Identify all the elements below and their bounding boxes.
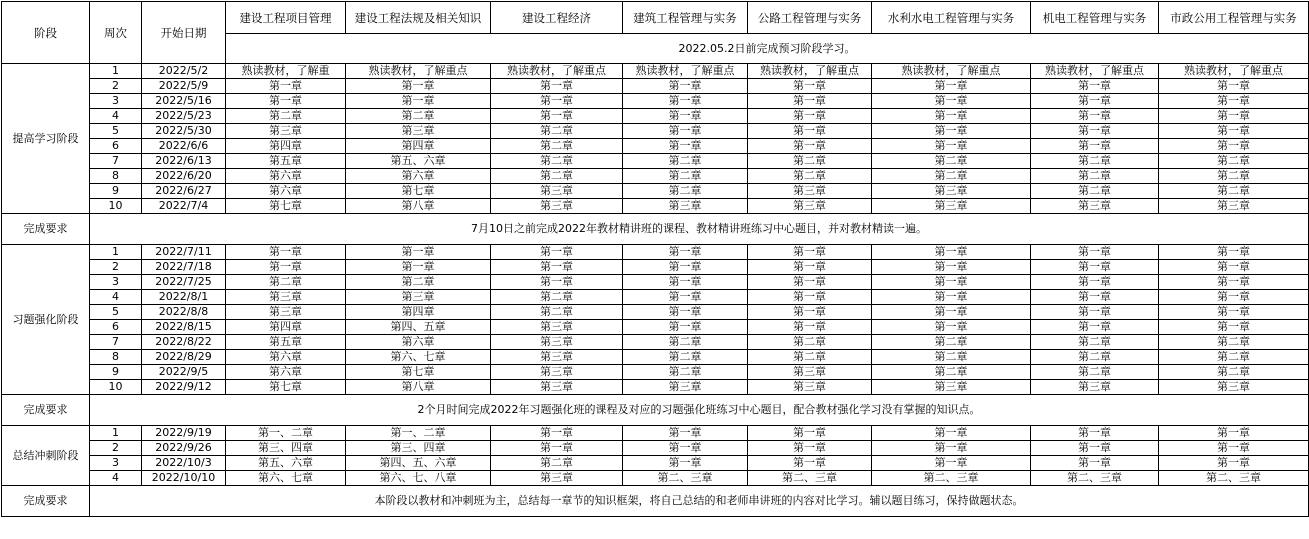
chapter-cell: 第一章 <box>623 260 748 275</box>
chapter-cell: 第一章 <box>1031 139 1159 154</box>
chapter-cell: 第六、七章 <box>226 471 346 486</box>
date-cell: 2022/5/16 <box>142 94 226 109</box>
week-cell: 3 <box>90 275 142 290</box>
chapter-cell: 第二章 <box>748 350 872 365</box>
chapter-cell: 第七章 <box>346 184 491 199</box>
chapter-cell: 第一章 <box>748 290 872 305</box>
chapter-cell: 熟读教材，了解重点 <box>491 64 623 79</box>
chapter-cell: 第一章 <box>748 441 872 456</box>
chapter-cell: 第一章 <box>748 260 872 275</box>
date-cell: 2022/6/13 <box>142 154 226 169</box>
chapter-cell: 第一章 <box>1159 260 1309 275</box>
chapter-cell: 第二章 <box>491 169 623 184</box>
table-row <box>2 79 1309 94</box>
chapter-cell: 第三章 <box>491 335 623 350</box>
chapter-cell: 第二章 <box>1031 350 1159 365</box>
chapter-cell: 第三章 <box>226 305 346 320</box>
table-row <box>2 335 1309 350</box>
chapter-cell: 第四章 <box>346 305 491 320</box>
chapter-cell: 第二章 <box>1159 154 1309 169</box>
header-subject: 公路工程管理与实务 <box>748 2 872 34</box>
chapter-cell: 第七章 <box>226 380 346 395</box>
week-cell: 1 <box>90 245 142 260</box>
header-row <box>2 2 1309 34</box>
chapter-cell: 第三章 <box>623 199 748 214</box>
requirement-row <box>2 395 1309 426</box>
chapter-cell: 第一章 <box>623 124 748 139</box>
chapter-cell: 第二章 <box>1031 184 1159 199</box>
week-cell: 4 <box>90 109 142 124</box>
date-cell: 2022/6/27 <box>142 184 226 199</box>
chapter-cell: 第一章 <box>872 275 1031 290</box>
chapter-cell: 第四、五章 <box>346 320 491 335</box>
chapter-cell: 第三章 <box>491 199 623 214</box>
chapter-cell: 第一章 <box>872 79 1031 94</box>
chapter-cell: 第五章 <box>226 335 346 350</box>
chapter-cell: 第一章 <box>226 79 346 94</box>
chapter-cell: 第六章 <box>226 169 346 184</box>
chapter-cell: 第二章 <box>1159 335 1309 350</box>
chapter-cell: 熟读教材，了解重点 <box>623 64 748 79</box>
header-subject: 建设工程经济 <box>491 2 623 34</box>
week-cell: 6 <box>90 320 142 335</box>
chapter-cell: 第二章 <box>346 109 491 124</box>
date-cell: 2022/8/8 <box>142 305 226 320</box>
chapter-cell: 第一章 <box>872 290 1031 305</box>
chapter-cell: 第一章 <box>1159 290 1309 305</box>
chapter-cell: 第三章 <box>491 320 623 335</box>
chapter-cell: 第一章 <box>623 441 748 456</box>
chapter-cell: 第二章 <box>872 154 1031 169</box>
table-row <box>2 260 1309 275</box>
chapter-cell: 第四、五、六章 <box>346 456 491 471</box>
chapter-cell: 第一章 <box>346 79 491 94</box>
requirement-row <box>2 486 1309 517</box>
chapter-cell: 第一、二章 <box>346 426 491 441</box>
chapter-cell: 第一章 <box>1159 79 1309 94</box>
table-row <box>2 139 1309 154</box>
chapter-cell: 熟读教材，了解重点 <box>748 64 872 79</box>
chapter-cell: 第一章 <box>623 320 748 335</box>
chapter-cell: 第一章 <box>872 426 1031 441</box>
chapter-cell: 第二章 <box>1031 169 1159 184</box>
chapter-cell: 第一章 <box>748 426 872 441</box>
chapter-cell: 第三章 <box>623 380 748 395</box>
chapter-cell: 第一章 <box>623 109 748 124</box>
date-cell: 2022/5/9 <box>142 79 226 94</box>
chapter-cell: 第三章 <box>872 199 1031 214</box>
week-cell: 4 <box>90 290 142 305</box>
week-cell: 6 <box>90 139 142 154</box>
chapter-cell: 第二章 <box>491 305 623 320</box>
chapter-cell: 第一章 <box>1031 456 1159 471</box>
table-row <box>2 365 1309 380</box>
chapter-cell: 第一章 <box>1031 320 1159 335</box>
chapter-cell: 第一章 <box>872 441 1031 456</box>
chapter-cell: 熟读教材，了解重点 <box>1031 64 1159 79</box>
chapter-cell: 第八章 <box>346 380 491 395</box>
chapter-cell: 第一章 <box>623 245 748 260</box>
chapter-cell: 第三章 <box>748 199 872 214</box>
date-cell: 2022/7/25 <box>142 275 226 290</box>
chapter-cell: 第一章 <box>872 456 1031 471</box>
date-cell: 2022/8/22 <box>142 335 226 350</box>
chapter-cell: 第一章 <box>1159 426 1309 441</box>
date-cell: 2022/8/15 <box>142 320 226 335</box>
chapter-cell: 第一章 <box>872 320 1031 335</box>
chapter-cell: 第一章 <box>226 245 346 260</box>
chapter-cell: 第一章 <box>872 109 1031 124</box>
chapter-cell: 第一章 <box>623 275 748 290</box>
date-cell: 2022/9/26 <box>142 441 226 456</box>
chapter-cell: 第一章 <box>623 305 748 320</box>
chapter-cell: 第一章 <box>623 79 748 94</box>
chapter-cell: 第一章 <box>491 426 623 441</box>
chapter-cell: 第二章 <box>491 124 623 139</box>
study-schedule-table <box>1 1 1309 517</box>
week-cell: 1 <box>90 426 142 441</box>
chapter-cell: 第二章 <box>623 350 748 365</box>
chapter-cell: 第一章 <box>748 320 872 335</box>
chapter-cell: 熟读教材，了解重点 <box>872 64 1031 79</box>
week-cell: 10 <box>90 380 142 395</box>
chapter-cell: 第一章 <box>1031 305 1159 320</box>
chapter-cell: 第一章 <box>872 124 1031 139</box>
chapter-cell: 第二、三章 <box>623 471 748 486</box>
chapter-cell: 第一章 <box>491 441 623 456</box>
table-row <box>2 275 1309 290</box>
chapter-cell: 第五、六章 <box>346 154 491 169</box>
table-row <box>2 169 1309 184</box>
chapter-cell: 第二章 <box>872 350 1031 365</box>
chapter-cell: 第二、三章 <box>872 471 1031 486</box>
requirement-label: 完成要求 <box>2 214 90 245</box>
week-cell: 2 <box>90 260 142 275</box>
chapter-cell: 第一章 <box>1159 305 1309 320</box>
date-cell: 2022/10/10 <box>142 471 226 486</box>
week-cell: 7 <box>90 335 142 350</box>
header-subject: 建筑工程管理与实务 <box>623 2 748 34</box>
chapter-cell: 第一章 <box>1031 260 1159 275</box>
chapter-cell: 第一章 <box>1159 456 1309 471</box>
chapter-cell: 第三章 <box>491 471 623 486</box>
table-row <box>2 290 1309 305</box>
date-cell: 2022/10/3 <box>142 456 226 471</box>
chapter-cell: 第二章 <box>872 169 1031 184</box>
date-cell: 2022/5/23 <box>142 109 226 124</box>
table-row <box>2 350 1309 365</box>
header-stage: 阶段 <box>2 2 90 64</box>
week-cell: 9 <box>90 184 142 199</box>
chapter-cell: 第三章 <box>748 184 872 199</box>
date-cell: 2022/6/20 <box>142 169 226 184</box>
chapter-cell: 第一章 <box>748 124 872 139</box>
chapter-cell: 第三章 <box>872 184 1031 199</box>
week-cell: 9 <box>90 365 142 380</box>
chapter-cell: 第一章 <box>1159 245 1309 260</box>
date-cell: 2022/5/2 <box>142 64 226 79</box>
chapter-cell: 第二章 <box>748 335 872 350</box>
header-subject: 市政公用工程管理与实务 <box>1159 2 1309 34</box>
table-row <box>2 441 1309 456</box>
chapter-cell: 第二章 <box>1159 350 1309 365</box>
chapter-cell: 第一章 <box>623 139 748 154</box>
date-cell: 2022/7/4 <box>142 199 226 214</box>
chapter-cell: 第二章 <box>1159 365 1309 380</box>
chapter-cell: 第一章 <box>748 79 872 94</box>
header-subject: 水利水电工程管理与实务 <box>872 2 1031 34</box>
chapter-cell: 第二章 <box>1159 169 1309 184</box>
chapter-cell: 第六章 <box>346 169 491 184</box>
chapter-cell: 第五、六章 <box>226 456 346 471</box>
chapter-cell: 第二、三章 <box>1159 471 1309 486</box>
chapter-cell: 第二章 <box>623 184 748 199</box>
chapter-cell: 第三章 <box>346 124 491 139</box>
chapter-cell: 熟读教材，了解重点 <box>1159 64 1309 79</box>
chapter-cell: 第三章 <box>226 124 346 139</box>
table-row <box>2 426 1309 441</box>
chapter-cell: 第一章 <box>748 94 872 109</box>
week-cell: 10 <box>90 199 142 214</box>
chapter-cell: 第二章 <box>1031 365 1159 380</box>
chapter-cell: 第一章 <box>491 94 623 109</box>
chapter-cell: 第一章 <box>1031 124 1159 139</box>
week-cell: 7 <box>90 154 142 169</box>
chapter-cell: 第一章 <box>748 245 872 260</box>
table-row <box>2 184 1309 199</box>
date-cell: 2022/7/11 <box>142 245 226 260</box>
chapter-cell: 第一章 <box>1031 441 1159 456</box>
chapter-cell: 第三章 <box>872 380 1031 395</box>
chapter-cell: 第三、四章 <box>346 441 491 456</box>
chapter-cell: 第二章 <box>491 290 623 305</box>
chapter-cell: 第三章 <box>1031 199 1159 214</box>
table-row <box>2 199 1309 214</box>
chapter-cell: 第一章 <box>1159 275 1309 290</box>
table-row <box>2 94 1309 109</box>
requirement-text: 本阶段以教材和冲刺班为主，总结每一章节的知识框架，将自己总结的和老师串讲班的内容对比学习。辅以题目练习，保持做题状态。 <box>90 486 1309 517</box>
chapter-cell: 第四章 <box>346 139 491 154</box>
week-cell: 2 <box>90 441 142 456</box>
header-subject: 建设工程法规及相关知识 <box>346 2 491 34</box>
chapter-cell: 第六章 <box>226 365 346 380</box>
table-row <box>2 154 1309 169</box>
chapter-cell: 熟读教材，了解重点 <box>346 64 491 79</box>
chapter-cell: 第一章 <box>872 260 1031 275</box>
chapter-cell: 第三章 <box>491 184 623 199</box>
chapter-cell: 第一章 <box>346 245 491 260</box>
chapter-cell: 第二章 <box>623 169 748 184</box>
chapter-cell: 第一章 <box>748 456 872 471</box>
chapter-cell: 熟读教材，了解重 <box>226 64 346 79</box>
chapter-cell: 第二、三章 <box>1031 471 1159 486</box>
requirement-label: 完成要求 <box>2 395 90 426</box>
chapter-cell: 第一章 <box>623 290 748 305</box>
chapter-cell: 第一章 <box>872 305 1031 320</box>
chapter-cell: 第五章 <box>226 154 346 169</box>
chapter-cell: 第三章 <box>1159 199 1309 214</box>
chapter-cell: 第一章 <box>346 94 491 109</box>
chapter-cell: 第一章 <box>491 109 623 124</box>
chapter-cell: 第二章 <box>491 139 623 154</box>
requirement-text: 7月10日之前完成2022年教材精讲班的课程、教材精讲班练习中心题目，并对教材精读一遍。 <box>90 214 1309 245</box>
chapter-cell: 第一章 <box>1031 245 1159 260</box>
chapter-cell: 第一章 <box>1159 139 1309 154</box>
date-cell: 2022/7/18 <box>142 260 226 275</box>
chapter-cell: 第三章 <box>1031 380 1159 395</box>
chapter-cell: 第二章 <box>491 456 623 471</box>
chapter-cell: 第一章 <box>623 426 748 441</box>
chapter-cell: 第一章 <box>226 94 346 109</box>
header-start-date: 开始日期 <box>142 2 226 64</box>
requirement-row <box>2 214 1309 245</box>
chapter-cell: 第二章 <box>226 275 346 290</box>
chapter-cell: 第七章 <box>346 365 491 380</box>
chapter-cell: 第三章 <box>346 290 491 305</box>
chapter-cell: 第六章 <box>226 184 346 199</box>
table-row <box>2 456 1309 471</box>
table-row <box>2 305 1309 320</box>
chapter-cell: 第二章 <box>623 335 748 350</box>
chapter-cell: 第一章 <box>346 260 491 275</box>
week-cell: 3 <box>90 94 142 109</box>
chapter-cell: 第四章 <box>226 320 346 335</box>
header-week: 周次 <box>90 2 142 64</box>
chapter-cell: 第一章 <box>1031 109 1159 124</box>
table-row <box>2 64 1309 79</box>
chapter-cell: 第一章 <box>748 139 872 154</box>
chapter-cell: 第三章 <box>748 380 872 395</box>
chapter-cell: 第一章 <box>623 456 748 471</box>
chapter-cell: 第三章 <box>748 365 872 380</box>
chapter-cell: 第一章 <box>748 109 872 124</box>
chapter-cell: 第二章 <box>748 169 872 184</box>
chapter-cell: 第二章 <box>491 154 623 169</box>
chapter-cell: 第一章 <box>872 94 1031 109</box>
table-row <box>2 245 1309 260</box>
chapter-cell: 第二章 <box>872 365 1031 380</box>
chapter-cell: 第一章 <box>491 260 623 275</box>
chapter-cell: 第三章 <box>226 290 346 305</box>
chapter-cell: 第六、七、八章 <box>346 471 491 486</box>
date-cell: 2022/9/5 <box>142 365 226 380</box>
week-cell: 8 <box>90 169 142 184</box>
date-cell: 2022/9/19 <box>142 426 226 441</box>
chapter-cell: 第一章 <box>226 260 346 275</box>
chapter-cell: 第三章 <box>1159 380 1309 395</box>
chapter-cell: 第三、四章 <box>226 441 346 456</box>
chapter-cell: 第二章 <box>1159 184 1309 199</box>
date-cell: 2022/8/1 <box>142 290 226 305</box>
chapter-cell: 第一章 <box>623 94 748 109</box>
chapter-cell: 第六、七章 <box>346 350 491 365</box>
chapter-cell: 第二章 <box>1031 335 1159 350</box>
requirement-text: 2个月时间完成2022年习题强化班的课程及对应的习题强化班练习中心题目，配合教材强化学习没有掌握的知识点。 <box>90 395 1309 426</box>
week-cell: 5 <box>90 305 142 320</box>
chapter-cell: 第二章 <box>748 154 872 169</box>
table-row <box>2 124 1309 139</box>
chapter-cell: 第一章 <box>748 275 872 290</box>
chapter-cell: 第一章 <box>1159 124 1309 139</box>
chapter-cell: 第三章 <box>491 350 623 365</box>
chapter-cell: 第八章 <box>346 199 491 214</box>
table-row <box>2 471 1309 486</box>
chapter-cell: 第四章 <box>226 139 346 154</box>
chapter-cell: 第一章 <box>872 245 1031 260</box>
chapter-cell: 第一章 <box>491 79 623 94</box>
chapter-cell: 第二章 <box>623 154 748 169</box>
date-cell: 2022/6/6 <box>142 139 226 154</box>
requirement-label: 完成要求 <box>2 486 90 517</box>
table-row <box>2 320 1309 335</box>
header-subject: 机电工程管理与实务 <box>1031 2 1159 34</box>
chapter-cell: 第一章 <box>491 245 623 260</box>
week-cell: 8 <box>90 350 142 365</box>
chapter-cell: 第一章 <box>1031 426 1159 441</box>
chapter-cell: 第一章 <box>1031 290 1159 305</box>
chapter-cell: 第三章 <box>491 365 623 380</box>
chapter-cell: 第一章 <box>748 305 872 320</box>
chapter-cell: 第二、三章 <box>748 471 872 486</box>
chapter-cell: 第一章 <box>1159 320 1309 335</box>
stage-label: 习题强化阶段 <box>2 245 90 395</box>
table-row <box>2 109 1309 124</box>
stage-label: 总结冲刺阶段 <box>2 426 90 486</box>
chapter-cell: 第一、二章 <box>226 426 346 441</box>
chapter-cell: 第一章 <box>1031 275 1159 290</box>
chapter-cell: 第二章 <box>1031 154 1159 169</box>
chapter-cell: 第一章 <box>491 275 623 290</box>
week-cell: 5 <box>90 124 142 139</box>
chapter-cell: 第一章 <box>1031 79 1159 94</box>
chapter-cell: 第七章 <box>226 199 346 214</box>
chapter-cell: 第二章 <box>346 275 491 290</box>
chapter-cell: 第一章 <box>1159 94 1309 109</box>
chapter-cell: 第六章 <box>226 350 346 365</box>
header-subject: 建设工程项目管理 <box>226 2 346 34</box>
chapter-cell: 第一章 <box>1159 109 1309 124</box>
date-cell: 2022/9/12 <box>142 380 226 395</box>
preview-note: 2022.05.2日前完成预习阶段学习。 <box>226 34 1309 64</box>
date-cell: 2022/8/29 <box>142 350 226 365</box>
chapter-cell: 第二章 <box>872 335 1031 350</box>
chapter-cell: 第六章 <box>346 335 491 350</box>
date-cell: 2022/5/30 <box>142 124 226 139</box>
chapter-cell: 第二章 <box>226 109 346 124</box>
chapter-cell: 第三章 <box>491 380 623 395</box>
chapter-cell: 第一章 <box>1031 94 1159 109</box>
week-cell: 4 <box>90 471 142 486</box>
chapter-cell: 第一章 <box>872 139 1031 154</box>
table-row <box>2 380 1309 395</box>
week-cell: 3 <box>90 456 142 471</box>
chapter-cell: 第一章 <box>1159 441 1309 456</box>
stage-label: 提高学习阶段 <box>2 64 90 214</box>
chapter-cell: 第二章 <box>623 365 748 380</box>
week-cell: 2 <box>90 79 142 94</box>
week-cell: 1 <box>90 64 142 79</box>
